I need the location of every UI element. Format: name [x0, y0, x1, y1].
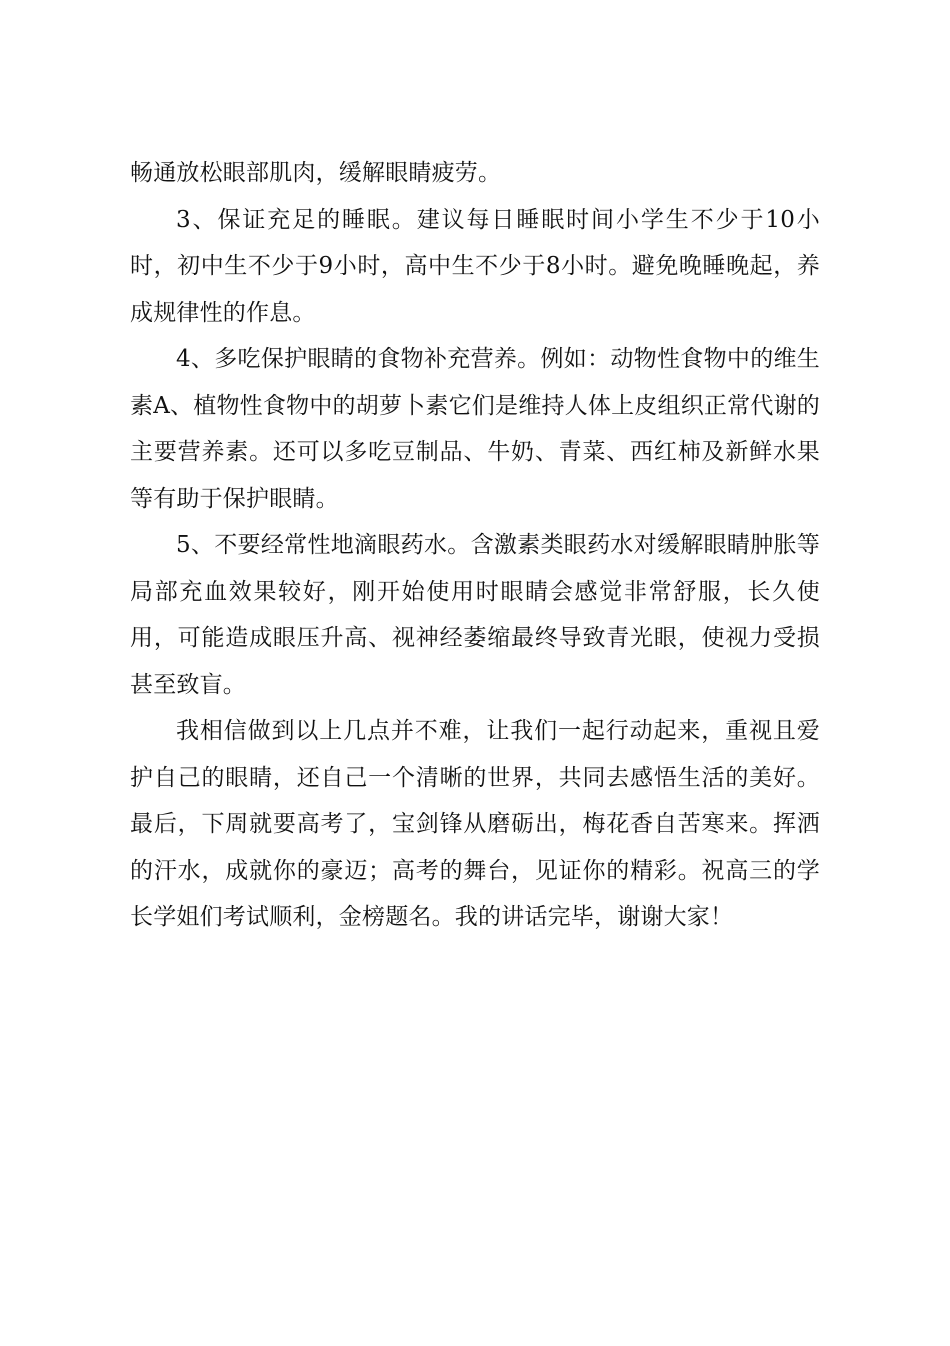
paragraph-sleep: 3、保证充足的睡眠。建议每日睡眠时间小学生不少于10小时，初中生不少于9小时，高中生不少于8小时。避免晚睡晚起，养成规律性的作息。	[130, 206, 820, 326]
paragraph-nutrition: 4、多吃保护眼睛的食物补充营养。例如：动物性食物中的维生素A、植物性食物中的胡萝卜素它们是维持人体上皮组织正常代谢的主要营养素。还可以多吃豆制品、牛奶、青菜、西红柿及新鲜水果等有助于保护眼睛。	[130, 346, 820, 512]
document-page	[130, 150, 820, 941]
paragraph-continuation: 畅通放松眼部肌肉，缓解眼睛疲劳。	[130, 160, 502, 186]
paragraph-closing: 我相信做到以上几点并不难，让我们一起行动起来，重视且爱护自己的眼睛，还自己一个清晰的世界，共同去感悟生活的美好。最后，下周就要高考了，宝剑锋从磨砺出，梅花香自苦寒来。挥洒的汗水，成就你的豪迈；高考的舞台，见证你的精彩。祝高三的学长学姐们考试顺利，金榜题名。我的讲话完毕，谢谢大家！	[130, 718, 820, 930]
paragraph-eye-drops: 5、不要经常性地滴眼药水。含激素类眼药水对缓解眼睛肿胀等局部充血效果较好，刚开始使用时眼睛会感觉非常舒服，长久使用，可能造成眼压升高、视神经萎缩最终导致青光眼，使视力受损甚至致盲。	[130, 532, 820, 698]
